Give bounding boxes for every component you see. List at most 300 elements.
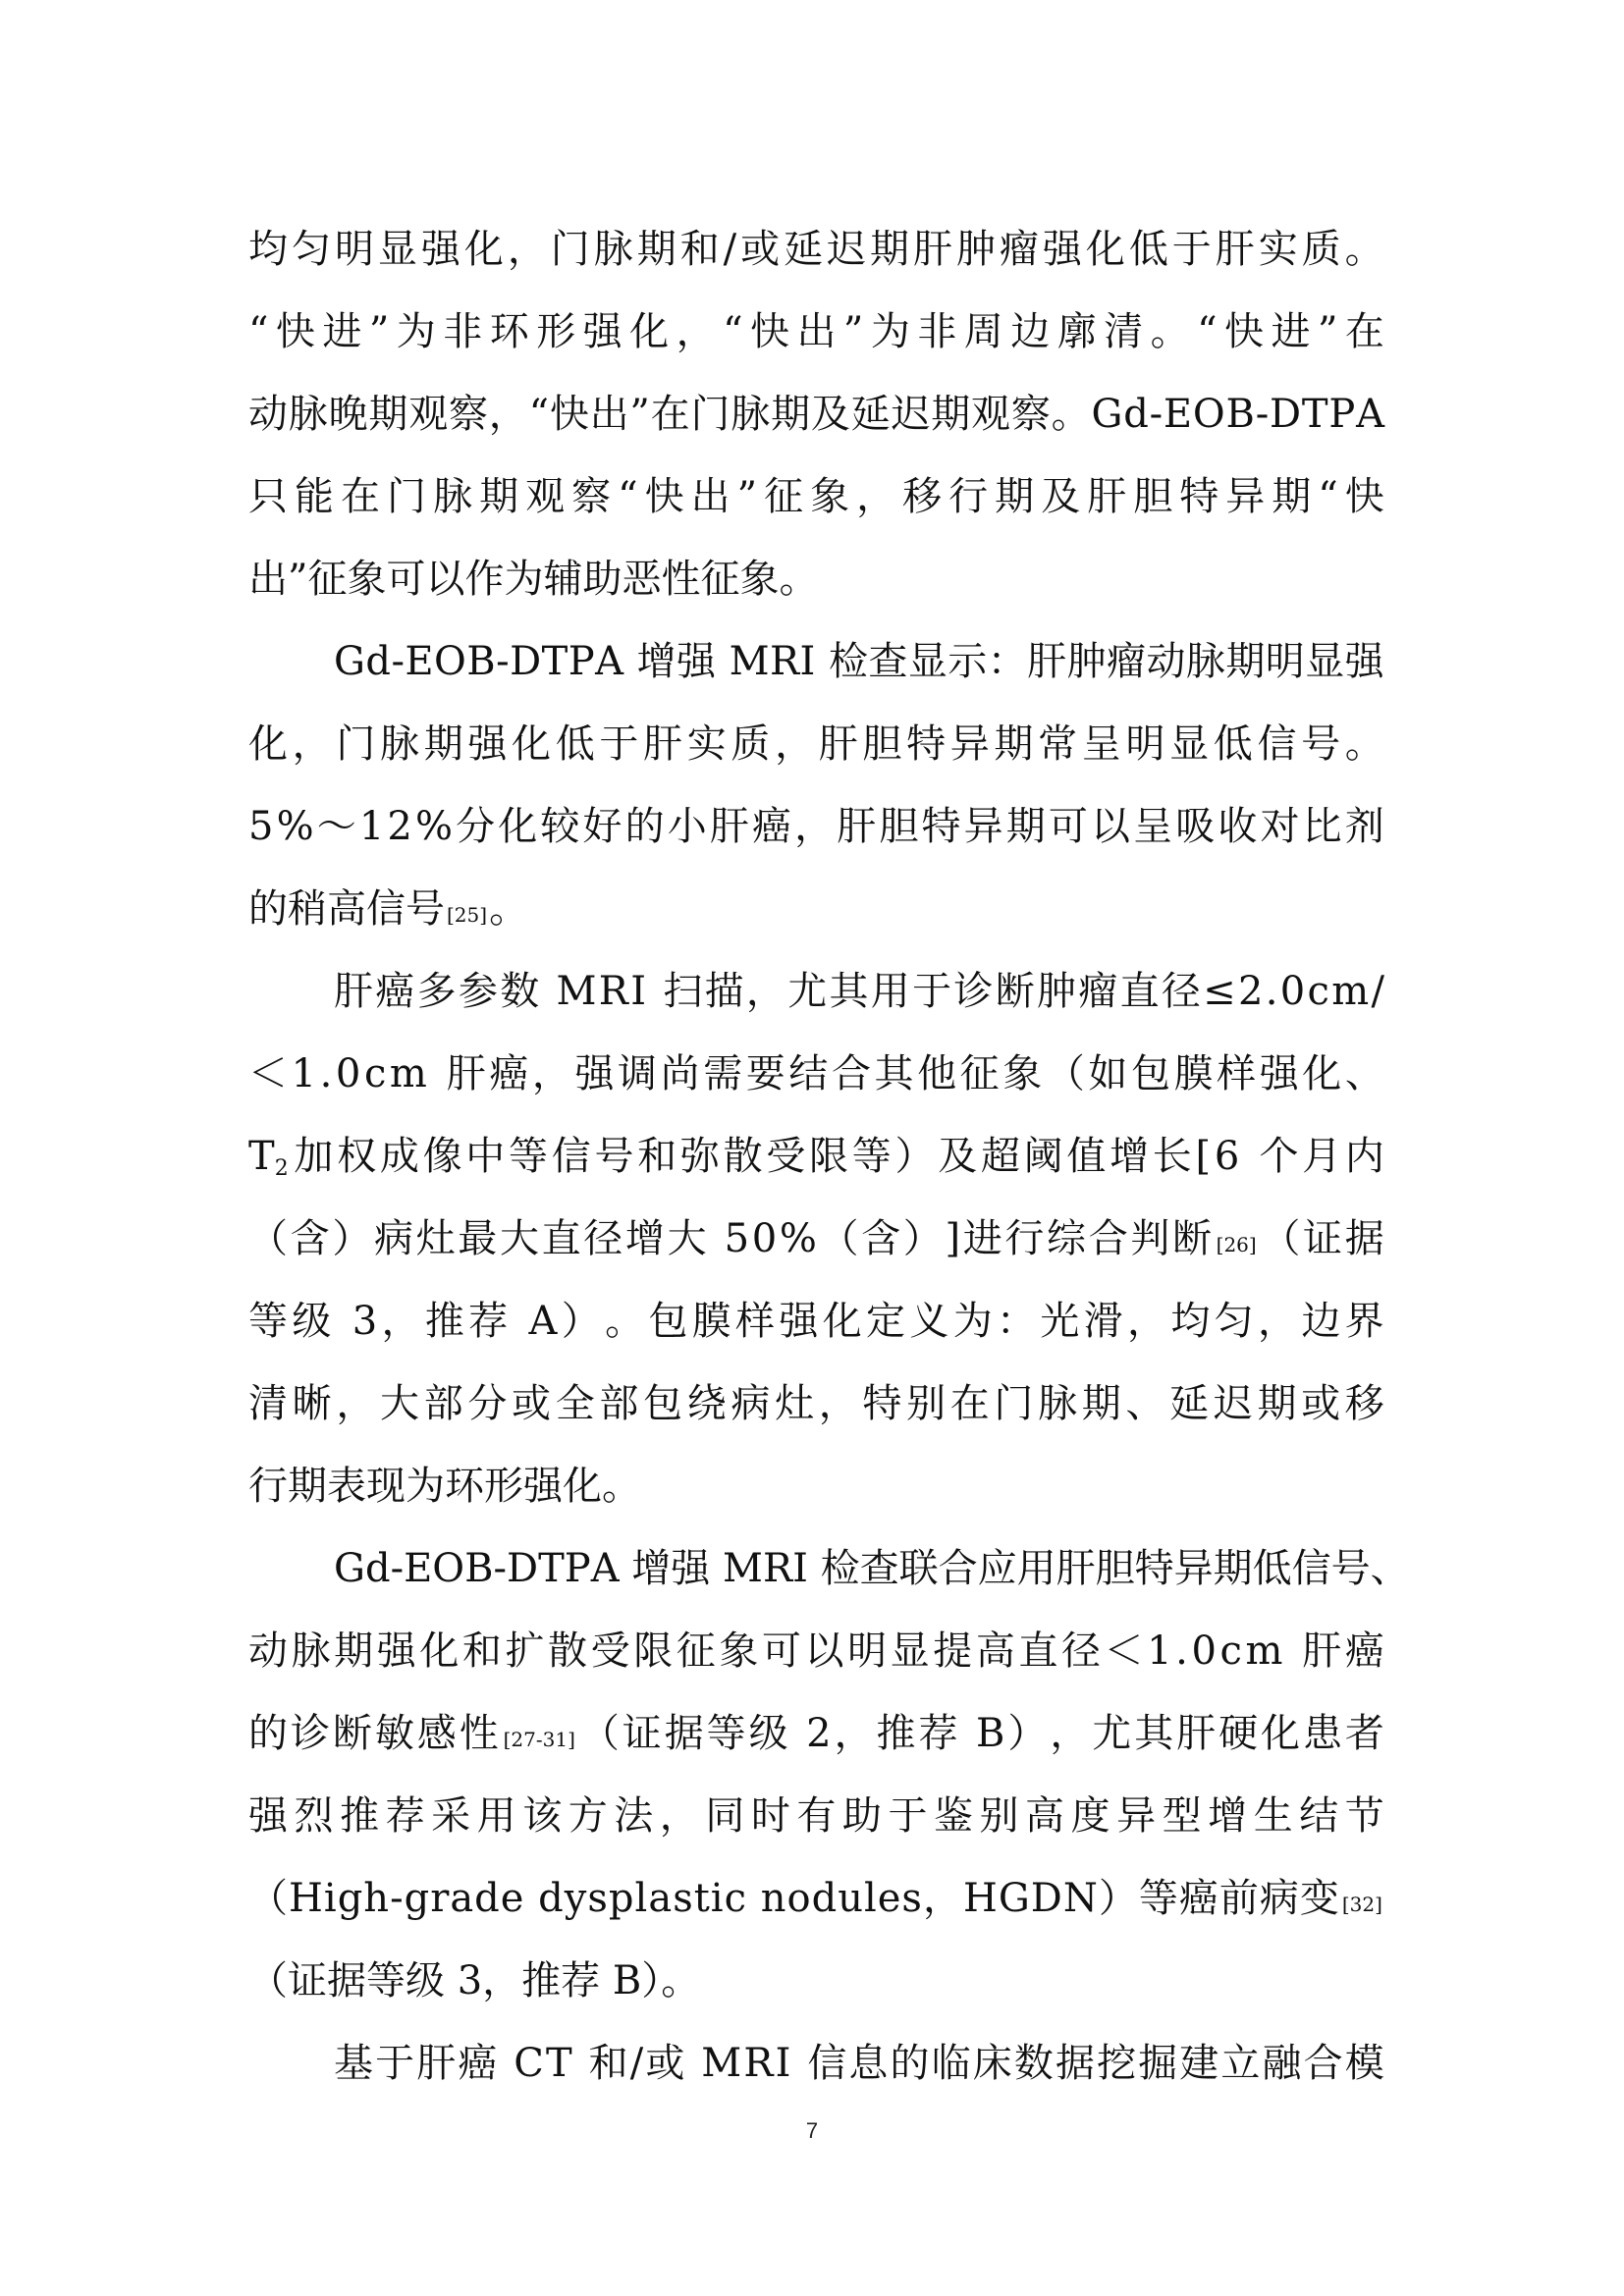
text-glyph: % [779, 1216, 817, 1261]
text-glyph: 荐 [385, 1793, 425, 1839]
text-glyph: 生 [1253, 1793, 1293, 1839]
text-glyph: P [564, 1546, 591, 1591]
text-glyph: 增 [631, 1546, 672, 1591]
text-glyph: . [1265, 969, 1278, 1014]
text-glyph: 显 [907, 639, 947, 684]
text-glyph: 1 [291, 1051, 317, 1096]
text-glyph: 用 [1016, 1546, 1056, 1591]
text-glyph: 推 [340, 1793, 380, 1839]
text-glyph: 结 [788, 1051, 829, 1096]
text-glyph [524, 1857, 537, 1940]
text-glyph: 个 [1259, 1134, 1299, 1179]
text-glyph: 散 [723, 1134, 763, 1179]
text-glyph: 膜 [1173, 1051, 1214, 1096]
text-glyph: 异 [949, 721, 990, 767]
text-glyph: 包 [1130, 1051, 1170, 1096]
text-glyph: 脉 [433, 474, 473, 519]
text-glyph: 期 [479, 474, 519, 519]
text-glyph: 联 [898, 1546, 939, 1591]
text-glyph: 长 [1152, 1134, 1192, 1179]
text-glyph: （ [579, 1711, 620, 1756]
text-glyph: 胆 [1095, 1546, 1135, 1591]
text-glyph: 期 [1225, 639, 1266, 684]
text-glyph: 弥 [679, 1134, 720, 1179]
text-glyph: 含 [290, 1216, 330, 1261]
text-glyph: ， [834, 1711, 874, 1756]
text-glyph: 剂 [1344, 804, 1384, 849]
text-glyph [648, 950, 661, 1033]
text-glyph: 的 [624, 804, 665, 849]
text-glyph: 时 [750, 1793, 790, 1839]
text-glyph: ， [336, 1381, 376, 1426]
text-glyph: [ [1195, 1134, 1212, 1179]
text-glyph: 5 [248, 804, 274, 849]
text-glyph: 化 [419, 1629, 460, 1674]
text-glyph: 断 [1172, 1216, 1212, 1261]
citation-reference: [27-31] [503, 1728, 575, 1751]
text-glyph: G [334, 1546, 365, 1591]
text-glyph: 0 [751, 1216, 778, 1261]
text-glyph: 和 [588, 2041, 628, 2086]
text-glyph: 门 [387, 474, 427, 519]
text-glyph: 包 [648, 1299, 688, 1344]
text-glyph: 肝 [1215, 227, 1255, 272]
text-glyph: d [538, 1876, 564, 1921]
text-glyph: 灶 [415, 1216, 456, 1261]
text-glyph: M [701, 2041, 742, 2086]
citation-reference: [25] [447, 903, 488, 927]
text-glyph: 2 [387, 804, 412, 849]
text-glyph: R [598, 969, 628, 1014]
text-glyph [1243, 1115, 1256, 1198]
text-glyph: 基 [334, 2041, 373, 2086]
text-glyph: 非 [917, 309, 957, 354]
text-glyph: 瘤 [999, 227, 1039, 272]
text-glyph: 期 [423, 721, 463, 767]
text-glyph: 多 [416, 969, 457, 1014]
text-glyph: 为 [952, 1299, 993, 1344]
text-glyph: 或 [512, 1381, 552, 1426]
text-glyph: 快 [644, 474, 684, 519]
text-glyph: - [391, 639, 405, 684]
text-glyph: 征 [959, 1051, 1000, 1096]
text-glyph: ≤ [1203, 969, 1236, 1014]
text-glyph: 匀 [291, 227, 331, 272]
text-glyph: A [590, 1546, 620, 1591]
text-glyph [1286, 1610, 1299, 1692]
text-glyph: 脉 [593, 227, 633, 272]
text-glyph: 门 [336, 721, 376, 767]
text-glyph: 信 [1291, 1546, 1331, 1591]
text-glyph: 扫 [663, 969, 703, 1014]
text-glyph: 胆 [1133, 474, 1173, 519]
text-run: 的稍高信号 [248, 886, 445, 932]
text-glyph: ， [745, 969, 785, 1014]
text-glyph [686, 2022, 699, 2105]
text-glyph: l [863, 1876, 877, 1921]
text-glyph: 好 [582, 804, 623, 849]
text-glyph: 非 [443, 309, 483, 354]
text-glyph: a [648, 1876, 673, 1921]
text-glyph: 晚 [328, 392, 368, 437]
text-glyph: 或 [1301, 1381, 1341, 1426]
text-glyph: 合 [831, 1051, 871, 1096]
text-glyph: 散 [548, 1629, 588, 1674]
text-glyph: 包 [643, 1381, 683, 1426]
text-glyph: 示 [947, 639, 988, 684]
text-glyph: 快 [749, 309, 789, 354]
text-glyph: G [998, 1876, 1030, 1921]
text-glyph: 调 [618, 1051, 658, 1096]
text-glyph: 大 [499, 1216, 539, 1261]
text-glyph: / [1371, 969, 1384, 1014]
text-glyph: ， [1050, 1711, 1090, 1756]
text-glyph: 及 [810, 392, 850, 437]
text-glyph: 匀 [1214, 1299, 1254, 1344]
text-glyph: 扩 [505, 1629, 545, 1674]
text-glyph: T [538, 1546, 565, 1591]
text-glyph: 阈 [1023, 1134, 1063, 1179]
text-glyph: 期 [994, 721, 1034, 767]
text-glyph: - [1255, 392, 1270, 437]
text-glyph: 动 [248, 1629, 288, 1674]
text-glyph: 均 [1170, 1299, 1211, 1344]
text-glyph: G [334, 639, 365, 684]
text-glyph [430, 1033, 443, 1115]
text-glyph: （ [1045, 1051, 1085, 1096]
page-number: 7 [805, 2118, 819, 2143]
text-glyph: / [629, 2041, 644, 2086]
text-glyph: g [337, 1876, 363, 1921]
text-glyph: 合 [1088, 1216, 1128, 1261]
text-glyph: c [1307, 969, 1329, 1014]
text-glyph: e [500, 1876, 524, 1921]
text-glyph: 癌 [1178, 1876, 1218, 1921]
text-glyph: 床 [972, 2041, 1012, 2086]
text-glyph [336, 1280, 349, 1362]
text-glyph: 。 [1344, 721, 1384, 767]
text-glyph: 融 [1262, 2041, 1302, 2086]
text-glyph: T [545, 2041, 572, 2086]
text-glyph: 等 [706, 1711, 746, 1756]
text-glyph: 异 [1225, 474, 1266, 519]
text-glyph: ： [987, 639, 1027, 684]
text-glyph: 内 [1344, 1134, 1384, 1179]
text-glyph: 或 [645, 2041, 685, 2086]
text-glyph: 期 [334, 1629, 374, 1674]
body-text [248, 208, 1410, 2105]
text-glyph: s [673, 1876, 693, 1921]
text-glyph: 观 [408, 392, 449, 437]
text-glyph: D [510, 639, 542, 684]
text-glyph: . [1175, 1629, 1188, 1674]
text-glyph: ， [676, 309, 716, 354]
text-glyph: 。 [1344, 227, 1384, 272]
text-glyph: 特 [1179, 474, 1219, 519]
text-glyph: ， [856, 474, 896, 519]
text-glyph: 强 [1259, 1051, 1299, 1096]
text-glyph: 肝 [912, 227, 952, 272]
text-glyph: p [608, 1876, 634, 1921]
text-glyph: 肝 [1027, 639, 1067, 684]
text-glyph: 部 [599, 1381, 639, 1426]
text-line [248, 1940, 1384, 2022]
text-glyph: P [1328, 392, 1356, 437]
text-glyph: 提 [933, 1629, 973, 1674]
text-glyph-group [248, 1115, 291, 1198]
text-glyph: 较 [540, 804, 580, 849]
text-glyph: 肿 [1066, 639, 1107, 684]
text-glyph: 绕 [686, 1381, 727, 1426]
text-glyph: 象 [719, 1629, 759, 1674]
text-glyph: 癌 [458, 2041, 498, 2086]
text-glyph: - [390, 1546, 405, 1591]
text-glyph: ， [507, 227, 547, 272]
text-glyph: 鉴 [933, 1793, 973, 1839]
text-glyph: m [1331, 969, 1370, 1014]
text-glyph: 等 [1138, 1876, 1178, 1921]
text-glyph: ， [292, 721, 332, 767]
text-glyph: I [775, 2041, 791, 2086]
text-glyph: 察 [1010, 392, 1051, 437]
text-glyph: O [434, 639, 466, 684]
text-glyph: 期 [368, 392, 408, 437]
text-glyph: 强 [582, 309, 623, 354]
text-glyph: 方 [568, 1793, 608, 1839]
text-run: 行期表现为环形强化。 [248, 1464, 641, 1509]
text-glyph: ， [1257, 1299, 1297, 1344]
text-glyph: 脉 [288, 392, 328, 437]
text-glyph: 强 [248, 1793, 288, 1839]
text-glyph: 增 [1208, 1793, 1248, 1839]
text-glyph: P [568, 639, 595, 684]
text-glyph: ） [332, 1216, 372, 1261]
text-glyph: 明 [847, 1629, 888, 1674]
text-glyph: A [595, 639, 623, 684]
text-glyph: 综 [1047, 1216, 1087, 1261]
text-glyph: 该 [522, 1793, 563, 1839]
text-glyph: 胆 [862, 721, 902, 767]
text-glyph: 径 [1060, 1629, 1101, 1674]
text-glyph: 高 [1025, 1793, 1065, 1839]
text-glyph: ， [381, 1299, 421, 1344]
text-glyph: 。 [1150, 309, 1190, 354]
text-glyph: 3 [352, 1299, 378, 1344]
text-glyph: 化 [1302, 1051, 1342, 1096]
text-glyph: 强 [467, 721, 508, 767]
text-glyph: ＜ [1104, 1629, 1144, 1674]
text-glyph [816, 620, 829, 703]
text-glyph: ” [368, 309, 390, 354]
text-glyph: 最 [458, 1216, 498, 1261]
text-glyph: 中 [465, 1134, 506, 1179]
text-glyph: 级 [292, 1299, 332, 1344]
text-glyph: - [493, 1546, 507, 1591]
text-glyph: - [496, 639, 510, 684]
text-glyph: 据 [1055, 2041, 1095, 2086]
text-glyph: 荐 [918, 1711, 958, 1756]
text-glyph: R [743, 2041, 774, 2086]
text-glyph: 肝 [1056, 1546, 1096, 1591]
text-glyph: 晰 [292, 1381, 332, 1426]
text-glyph: D [1270, 392, 1302, 437]
text-glyph: e [877, 1876, 901, 1921]
text-glyph: 号 [1301, 721, 1341, 767]
text-glyph: 和 [637, 1134, 677, 1179]
text-glyph: ＜ [248, 1051, 288, 1096]
text-glyph: 环 [489, 309, 529, 354]
text-glyph: 病 [1259, 1876, 1299, 1921]
text-glyph: 诊 [953, 969, 994, 1014]
text-glyph: i [323, 1876, 337, 1921]
text-glyph: 行 [1004, 1216, 1045, 1261]
text-glyph: M [729, 639, 770, 684]
text-glyph: 义 [909, 1299, 949, 1344]
text-glyph: 迟 [1213, 1381, 1253, 1426]
text-glyph: 病 [731, 1381, 771, 1426]
text-glyph: 径 [583, 1216, 623, 1261]
text-glyph: t [693, 1876, 710, 1921]
text-glyph: 边 [1301, 1299, 1341, 1344]
text-glyph: 查 [859, 1546, 899, 1591]
text-glyph: 于 [912, 969, 952, 1014]
text-glyph: 据 [664, 1711, 704, 1756]
text-glyph: 化 [248, 721, 288, 767]
text-glyph: 其 [829, 969, 869, 1014]
text-glyph: 和 [679, 227, 720, 272]
text-glyph: 分 [467, 1381, 508, 1426]
text-glyph: 象 [810, 474, 850, 519]
text-glyph: 直 [541, 1216, 581, 1261]
text-glyph: 诊 [290, 1711, 330, 1756]
text-glyph: 及 [938, 1134, 978, 1179]
text-glyph: 肝 [643, 721, 683, 767]
text-glyph: 动 [248, 392, 288, 437]
text-glyph: 证 [622, 1711, 662, 1756]
text-glyph: 的 [248, 1711, 288, 1756]
text-glyph: 实 [686, 721, 727, 767]
text-glyph [499, 2022, 512, 2105]
text-glyph: 5 [724, 1216, 750, 1261]
text-glyph: i [710, 1876, 724, 1921]
text-glyph: ） [1098, 1876, 1138, 1921]
text-line [248, 1033, 1384, 1115]
text-glyph: O [1192, 392, 1225, 437]
text-line [248, 1692, 1384, 1775]
text-glyph: 强 [574, 1051, 615, 1096]
text-glyph: 异 [963, 804, 1003, 849]
citation-reference: [26] [1216, 1233, 1257, 1256]
text-glyph [716, 620, 729, 703]
text-glyph: c [724, 1876, 746, 1921]
text-glyph: B [1225, 392, 1255, 437]
text-glyph: 判 [1130, 1216, 1170, 1261]
text-glyph: 月 [1302, 1134, 1342, 1179]
text-glyph: 低 [1213, 721, 1253, 767]
text-glyph: 癌 [752, 804, 792, 849]
text-glyph: 肝 [416, 2041, 457, 2086]
text-glyph: 期 [771, 392, 811, 437]
text-glyph: % [276, 804, 314, 849]
text-glyph: - [1149, 392, 1164, 437]
text-glyph: 强 [671, 1546, 711, 1591]
text-glyph: d [1123, 392, 1149, 437]
text-glyph: B [466, 639, 496, 684]
text-line [248, 868, 1384, 950]
text-glyph: ） [1007, 1711, 1048, 1756]
text-glyph: 肝 [1087, 474, 1127, 519]
text-glyph: 明 [1265, 639, 1305, 684]
text-glyph: 癌 [375, 969, 415, 1014]
text-glyph: 定 [866, 1299, 906, 1344]
text-glyph: 有 [796, 1793, 837, 1839]
text-glyph: 肿 [1036, 969, 1076, 1014]
text-glyph: 度 [1070, 1793, 1110, 1839]
text-glyph: 界 [1344, 1299, 1384, 1344]
text-glyph: 的 [890, 2041, 930, 2086]
text-glyph: C [514, 2041, 544, 2086]
text-glyph: d [474, 1876, 500, 1921]
text-glyph: 观 [971, 392, 1011, 437]
text-glyph: 合 [938, 1546, 978, 1591]
text-glyph: 癌 [489, 1051, 529, 1096]
text-glyph: 强 [1344, 639, 1384, 684]
text-glyph: 助 [841, 1793, 882, 1839]
text-glyph: 强 [676, 639, 716, 684]
text-glyph: 号 [594, 1134, 634, 1179]
text-glyph: 明 [334, 227, 374, 272]
text-glyph: G [1091, 392, 1123, 437]
text-glyph: 快 [1224, 309, 1265, 354]
text-glyph: 肝 [1176, 1711, 1217, 1756]
text-glyph: 期 [636, 227, 677, 272]
text-glyph: ， [922, 1876, 962, 1921]
text-glyph: 快 [275, 309, 315, 354]
text-glyph [792, 2022, 805, 2105]
text-glyph: 用 [476, 1793, 516, 1839]
text-glyph: 呈 [1081, 721, 1121, 767]
text-glyph: 以 [804, 1629, 844, 1674]
text-glyph: E [404, 1546, 433, 1591]
text-glyph: s [901, 1876, 922, 1921]
text-glyph: 吸 [1175, 804, 1216, 849]
text-glyph: 脉 [291, 1629, 331, 1674]
text-glyph: 瘤 [1078, 969, 1118, 1014]
text-glyph: 为 [396, 309, 436, 354]
text-glyph: 样 [1217, 1051, 1257, 1096]
text-glyph: 化 [512, 721, 552, 767]
text-line [248, 950, 1384, 1033]
text-glyph: 出 [690, 474, 731, 519]
text-glyph: B [464, 1546, 494, 1591]
text-line [248, 1857, 1384, 1940]
text-glyph: 期 [1272, 474, 1312, 519]
text-glyph: % [415, 804, 454, 849]
text-glyph: 权 [337, 1134, 377, 1179]
text-glyph: ” [629, 392, 650, 437]
text-glyph: 敏 [374, 1711, 414, 1756]
text-glyph: 及 [1041, 474, 1081, 519]
text-glyph: m [389, 1051, 427, 1096]
text-glyph [808, 1527, 821, 1610]
text-glyph: 肝 [334, 969, 373, 1014]
text-glyph: 光 [1040, 1299, 1080, 1344]
text-glyph: 其 [874, 1051, 914, 1096]
text-glyph: 特 [906, 721, 947, 767]
text-glyph: 常 [1038, 721, 1078, 767]
text-glyph: 观 [525, 474, 566, 519]
text-glyph: 移 [1344, 1381, 1384, 1426]
